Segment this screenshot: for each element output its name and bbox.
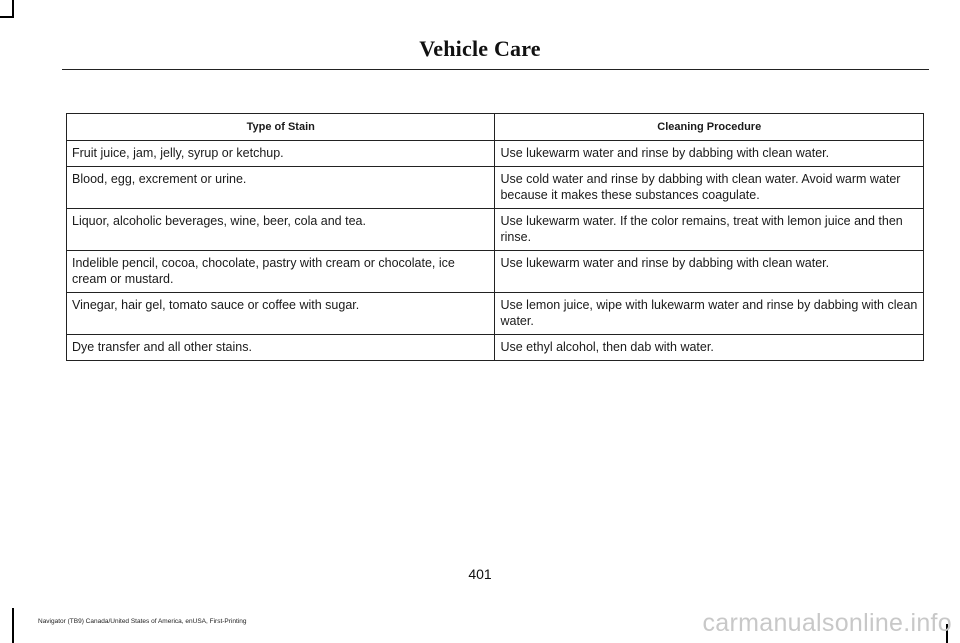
table-row [67, 209, 924, 251]
table-row [67, 335, 924, 361]
crop-mark-top-left-vertical [12, 0, 14, 18]
procedure-cell: Use lukewarm water and rinse by dabbing with clean water. [495, 251, 924, 293]
title-divider [62, 69, 929, 70]
stain-cell: Fruit juice, jam, jelly, syrup or ketchup. [67, 141, 495, 167]
table-row [67, 251, 924, 293]
procedure-cell: Use ethyl alcohol, then dab with water. [495, 335, 924, 361]
stain-cleaning-table [66, 113, 924, 361]
crop-mark-bottom-left [12, 608, 14, 643]
watermark-text: carmanualsonline.info [702, 609, 952, 637]
edition-footer: Navigator (TB9) Canada/United States of America, enUSA, First-Printing [38, 618, 247, 625]
page-title: Vehicle Care [419, 36, 541, 61]
stain-cell: Vinegar, hair gel, tomato sauce or coffee with sugar. [67, 293, 495, 335]
column-header-type-of-stain: Type of Stain [67, 114, 495, 141]
stain-cell: Indelible pencil, cocoa, chocolate, pastry with cream or chocolate, ice cream or mustard. [67, 251, 495, 293]
procedure-cell: Use lukewarm water. If the color remains, treat with lemon juice and then rinse. [495, 209, 924, 251]
table-row [67, 293, 924, 335]
stain-cell: Dye transfer and all other stains. [67, 335, 495, 361]
table-header-row [67, 114, 924, 141]
column-header-cleaning-procedure: Cleaning Procedure [495, 114, 924, 141]
table-row [67, 167, 924, 209]
table-row [67, 141, 924, 167]
procedure-cell: Use lemon juice, wipe with lukewarm water and rinse by dabbing with clean water. [495, 293, 924, 335]
procedure-cell: Use lukewarm water and rinse by dabbing with clean water. [495, 141, 924, 167]
crop-mark-top-left-horizontal [0, 16, 12, 18]
stain-cell: Blood, egg, excrement or urine. [67, 167, 495, 209]
procedure-cell: Use cold water and rinse by dabbing with clean water. Avoid warm water because it makes these substances coagulate. [495, 167, 924, 209]
page-number: 401 [468, 566, 492, 582]
stain-cell: Liquor, alcoholic beverages, wine, beer, cola and tea. [67, 209, 495, 251]
